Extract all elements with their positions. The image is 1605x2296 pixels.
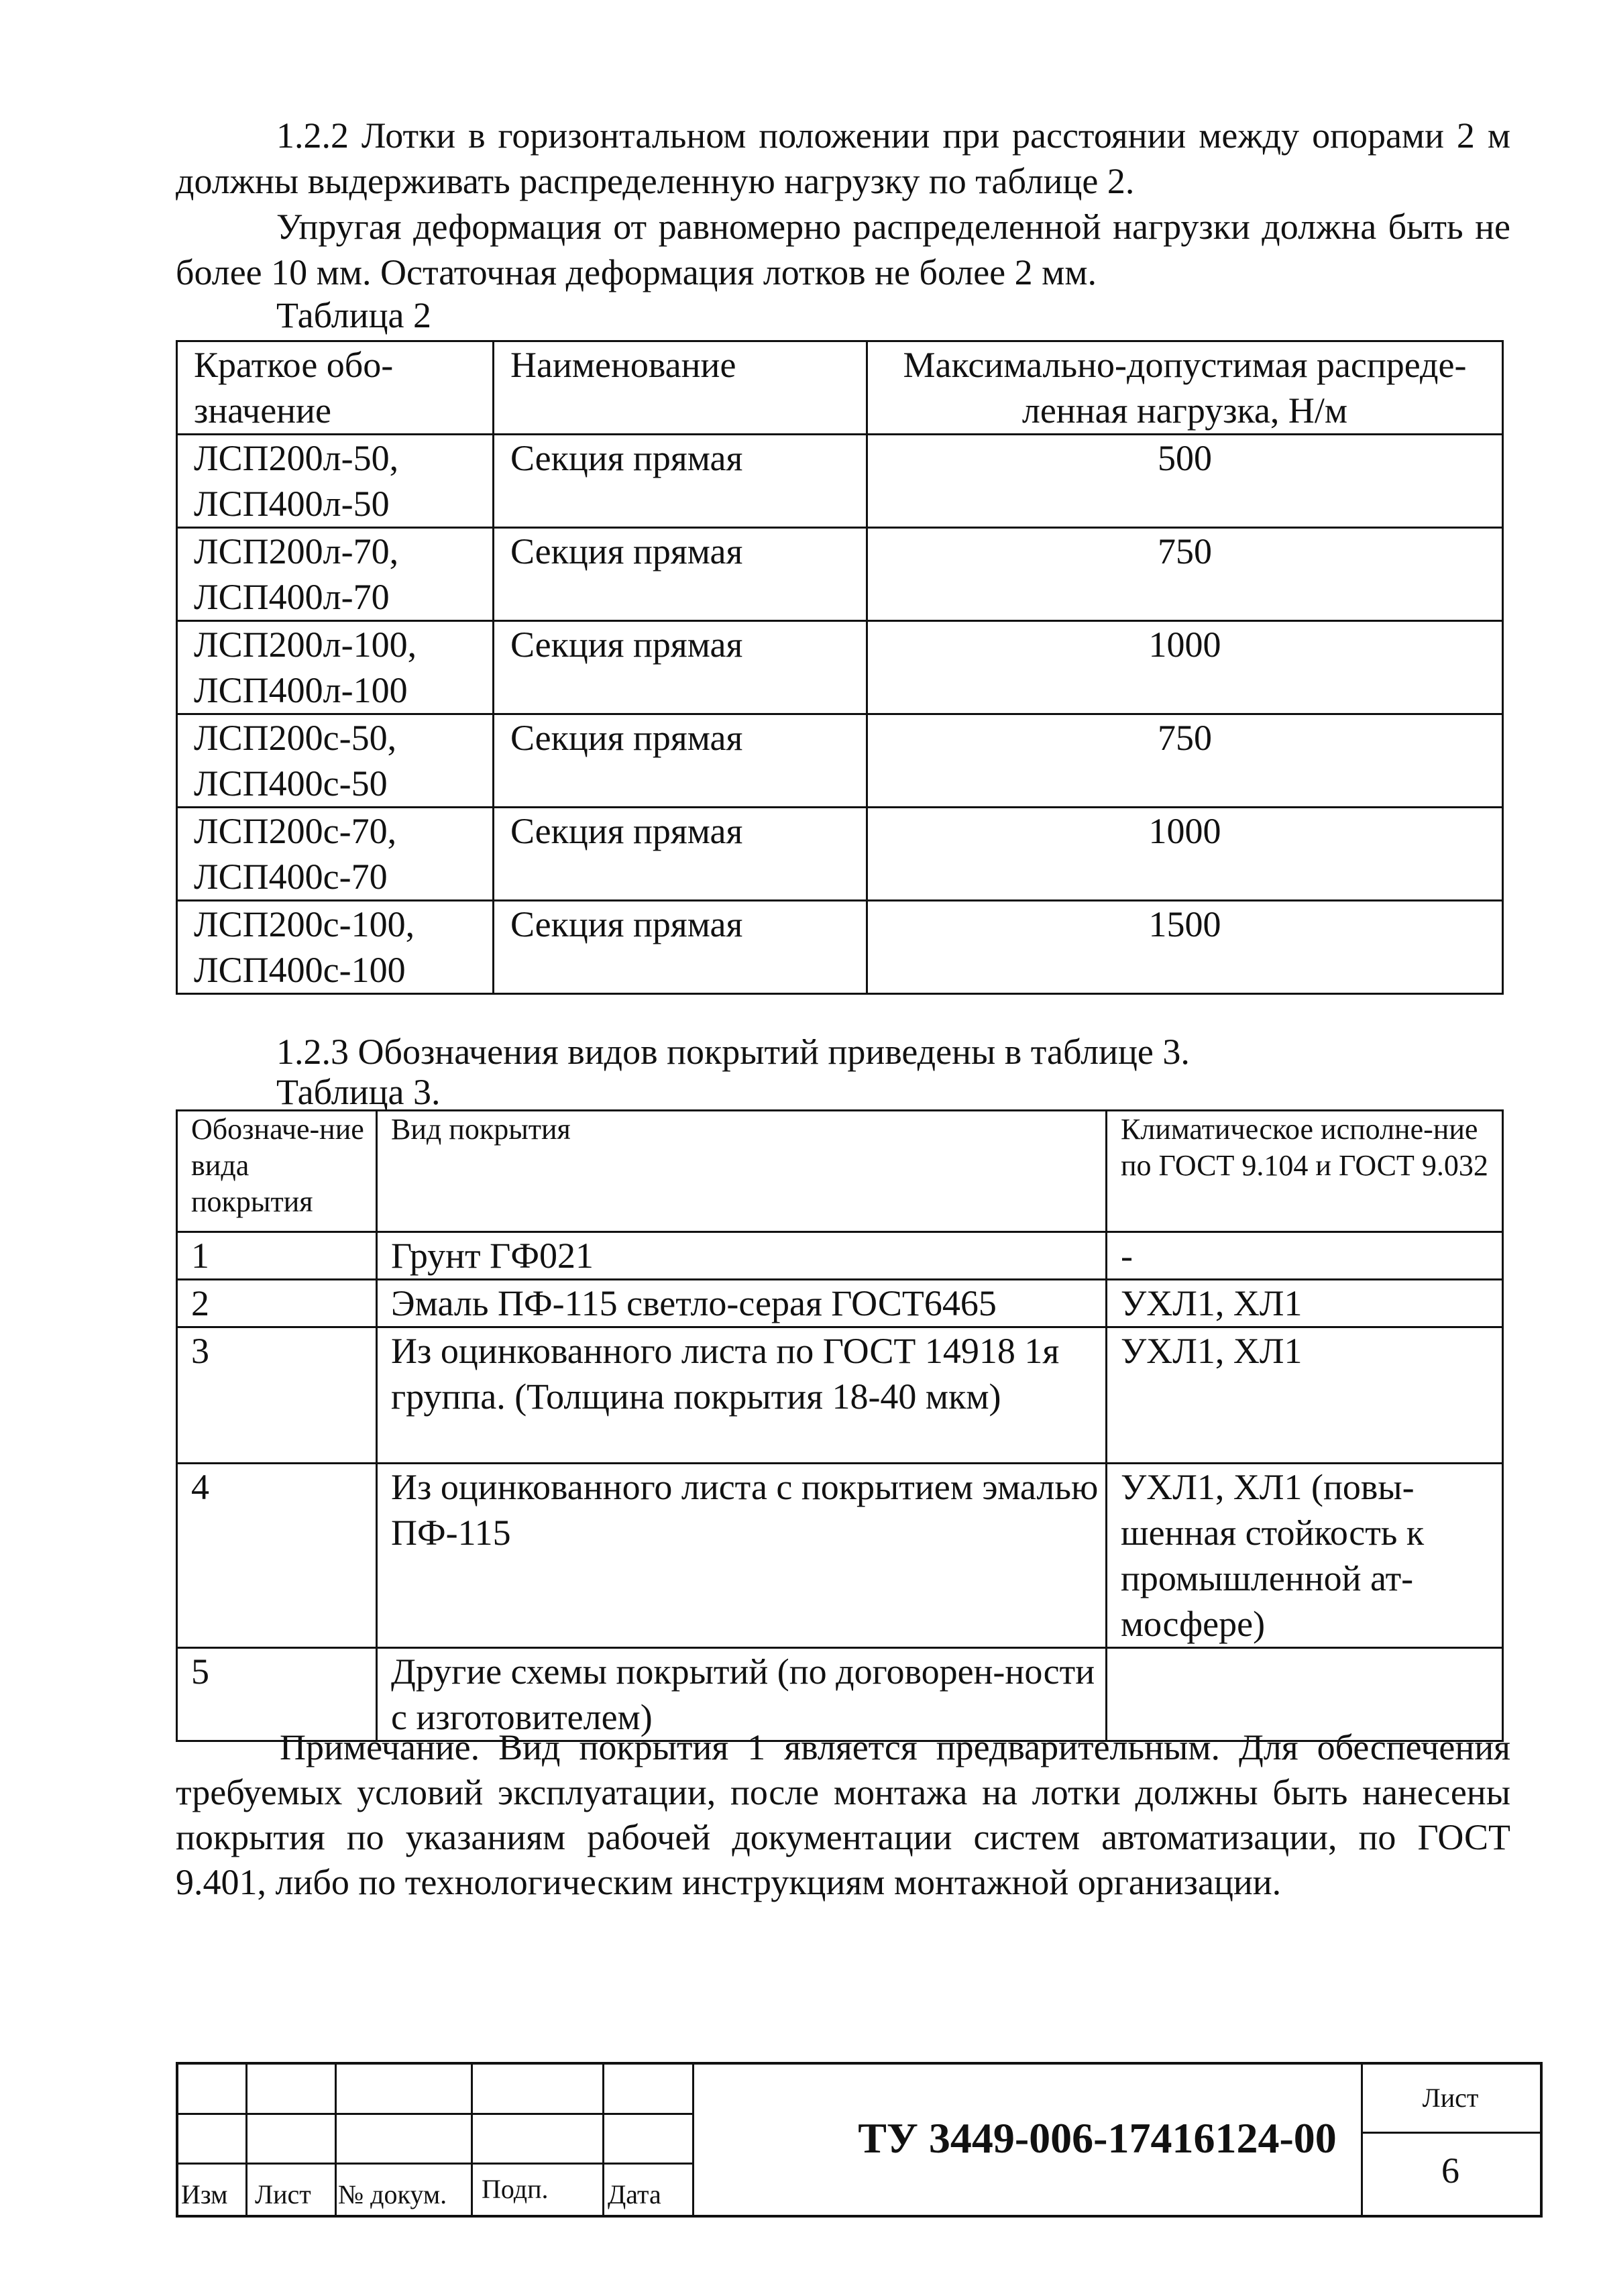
stamp-divider bbox=[335, 2065, 337, 2215]
header-code: Обозначе-ние вида покрытия bbox=[177, 1111, 377, 1232]
cell-name: Секция прямая bbox=[494, 714, 867, 808]
code-line-2: ЛСП400с-50 bbox=[194, 763, 388, 804]
table-header-row bbox=[177, 341, 1503, 435]
cell-coating: Из оцинкованного листа с покрытием эмалью ПФ-115 bbox=[377, 1464, 1107, 1648]
cell-code bbox=[177, 808, 494, 901]
cell-code: 1 bbox=[177, 1232, 377, 1280]
note-text: Примечание. Вид покрытия 1 является предварительным. Для обеспечения требуемых условий эксплуатации, после монтажа на лотки должны быть нанесены покрытия по указаниям рабочей документации систем автоматизации, по ГОСТ 9.401, либо по технологическим инструкциям монтажной организации. bbox=[176, 1727, 1510, 1902]
header-name: Наименование bbox=[494, 341, 867, 435]
cell-load: 1000 bbox=[867, 808, 1503, 901]
code-line-2: ЛСП400л-100 bbox=[194, 670, 408, 710]
cell-load: 1000 bbox=[867, 621, 1503, 714]
table-row bbox=[177, 1232, 1503, 1280]
cell-code bbox=[177, 621, 494, 714]
cell-code: 5 bbox=[177, 1648, 377, 1741]
cell-code bbox=[177, 435, 494, 528]
table3-caption: Таблица 3. bbox=[276, 1072, 441, 1112]
table-row bbox=[177, 1280, 1503, 1327]
table-row bbox=[177, 808, 1503, 901]
cell-climate: УХЛ1, ХЛ1 (повы-шенная стойкость к промышленной ат-мосфере) bbox=[1107, 1464, 1503, 1648]
table-row bbox=[177, 435, 1503, 528]
table-row bbox=[177, 1464, 1503, 1648]
cell-coating: Другие схемы покрытий (по договорен-ности с изготовителем) bbox=[377, 1648, 1107, 1741]
stamp-divider bbox=[692, 2065, 694, 2215]
cell-load: 1500 bbox=[867, 901, 1503, 994]
paragraph-1-2-3: 1.2.3 Обозначения видов покрытий приведены в таблице 3. bbox=[276, 1032, 1190, 1072]
stamp-divider bbox=[245, 2065, 247, 2215]
table-row bbox=[177, 1327, 1503, 1464]
cell-code bbox=[177, 528, 494, 621]
cell-climate: УХЛ1, ХЛ1 bbox=[1107, 1280, 1503, 1327]
section-1-2-2 bbox=[176, 113, 1510, 295]
cell-code bbox=[177, 714, 494, 808]
cell-load: 750 bbox=[867, 714, 1503, 808]
table-row bbox=[177, 621, 1503, 714]
cell-code: 4 bbox=[177, 1464, 377, 1648]
cell-name: Секция прямая bbox=[494, 808, 867, 901]
stamp-rule bbox=[178, 2163, 692, 2165]
header-load: Максимально-допустимая распреде-ленная нагрузка, Н/м bbox=[867, 341, 1503, 435]
stamp-divider bbox=[471, 2065, 473, 2215]
cell-name: Секция прямая bbox=[494, 528, 867, 621]
title-block bbox=[176, 2062, 1543, 2218]
label-signature: Подп. bbox=[482, 2174, 549, 2204]
table-header-row bbox=[177, 1111, 1503, 1232]
code-line-1: ЛСП200л-50, bbox=[194, 438, 399, 478]
cell-code bbox=[177, 901, 494, 994]
note-paragraph bbox=[176, 1725, 1510, 1905]
stamp-divider bbox=[602, 2065, 604, 2215]
code-line-2: ЛСП400с-70 bbox=[194, 857, 388, 897]
code-line-1: ЛСП200с-70, bbox=[194, 811, 397, 851]
table-3 bbox=[176, 1109, 1504, 1742]
label-date: Дата bbox=[608, 2179, 661, 2209]
code-line-2: ЛСП400л-70 bbox=[194, 577, 390, 617]
cell-coating: Из оцинкованного листа по ГОСТ 14918 1я группа. (Толщина покрытия 18-40 мкм) bbox=[377, 1327, 1107, 1464]
document-number: ТУ 3449-006-17416124-00 bbox=[858, 2114, 1337, 2162]
cell-load: 500 bbox=[867, 435, 1503, 528]
cell-climate: - bbox=[1107, 1232, 1503, 1280]
code-line-1: ЛСП200л-70, bbox=[194, 531, 399, 571]
table-row bbox=[177, 901, 1503, 994]
paragraph-deformation: Упругая деформация от равномерно распределенной нагрузки должна быть не более 10 мм. Остаточная деформация лотков не более 2 мм. bbox=[176, 207, 1510, 292]
cell-name: Секция прямая bbox=[494, 621, 867, 714]
sheet-label: Лист bbox=[1422, 2083, 1479, 2113]
code-line-2: ЛСП400с-100 bbox=[194, 950, 406, 990]
cell-code: 2 bbox=[177, 1280, 377, 1327]
cell-coating: Эмаль ПФ-115 светло-серая ГОСТ6465 bbox=[377, 1280, 1107, 1327]
stamp-rule bbox=[178, 2113, 692, 2115]
code-line-2: ЛСП400л-50 bbox=[194, 484, 390, 524]
cell-climate: УХЛ1, ХЛ1 bbox=[1107, 1327, 1503, 1464]
paragraph-1-2-2: 1.2.2 Лотки в горизонтальном положении при расстоянии между опорами 2 м должны выдерживать распределенную нагрузку по таблице 2. bbox=[176, 115, 1510, 201]
label-doc-number: № докум. bbox=[338, 2179, 447, 2209]
sheet-number: 6 bbox=[1441, 2150, 1459, 2191]
header-coating: Вид покрытия bbox=[377, 1111, 1107, 1232]
table2-caption: Таблица 2 bbox=[276, 295, 431, 335]
cell-name: Секция прямая bbox=[494, 901, 867, 994]
table-2 bbox=[176, 340, 1504, 995]
code-line-1: ЛСП200с-50, bbox=[194, 718, 397, 758]
header-code: Краткое обо-значение bbox=[177, 341, 494, 435]
table-row bbox=[177, 528, 1503, 621]
table-row bbox=[177, 714, 1503, 808]
cell-code: 3 bbox=[177, 1327, 377, 1464]
code-line-1: ЛСП200л-100, bbox=[194, 624, 417, 665]
header-climate: Климатическое исполне-ние по ГОСТ 9.104 и ГОСТ 9.032 bbox=[1107, 1111, 1503, 1232]
cell-load: 750 bbox=[867, 528, 1503, 621]
code-line-1: ЛСП200с-100, bbox=[194, 904, 415, 944]
label-izm: Изм bbox=[181, 2179, 228, 2209]
cell-coating: Грунт ГФ021 bbox=[377, 1232, 1107, 1280]
label-list: Лист bbox=[255, 2179, 311, 2209]
cell-name: Секция прямая bbox=[494, 435, 867, 528]
